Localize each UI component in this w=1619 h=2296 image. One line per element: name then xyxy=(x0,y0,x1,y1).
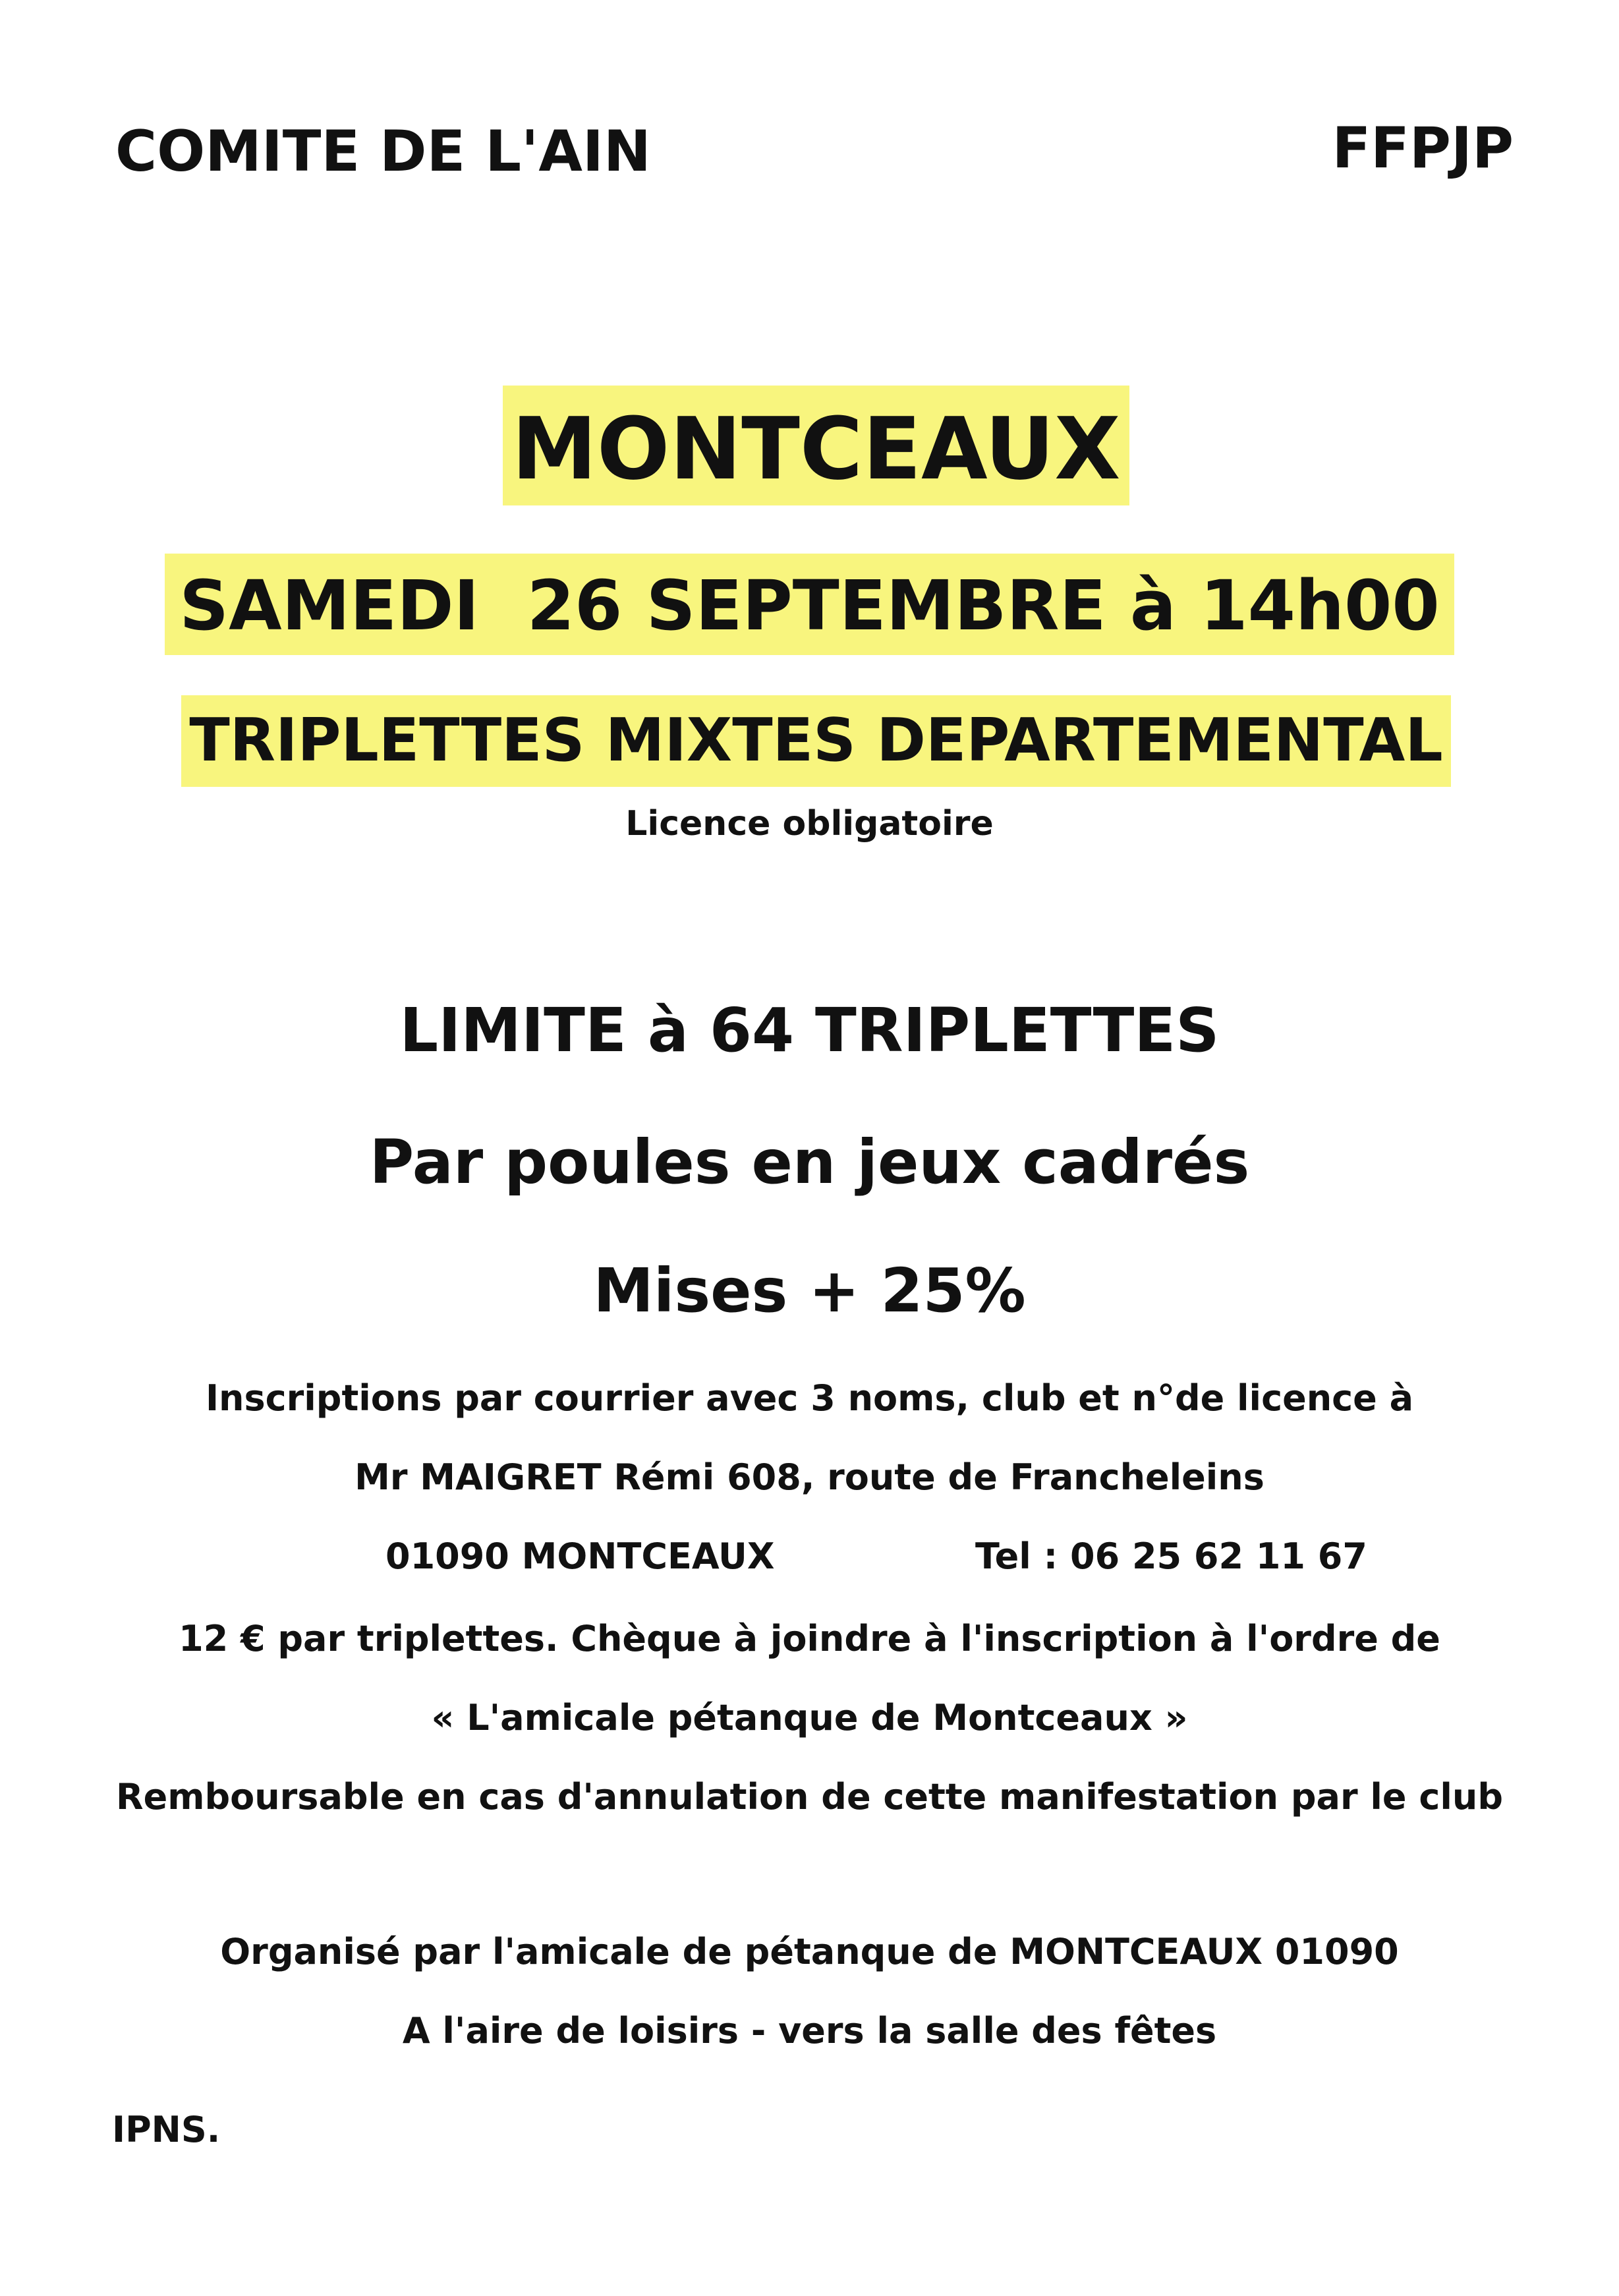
registration-phone: Tel : 06 25 62 11 67 xyxy=(975,1535,1367,1577)
venue-line: A l'aire de loisirs - vers la salle des fêtes xyxy=(402,2010,1217,2052)
event-type: TRIPLETTES MIXTES DEPARTEMENTAL xyxy=(181,695,1450,787)
stakes: Mises + 25% xyxy=(593,1255,1026,1326)
organizer-header: COMITE DE L'AIN xyxy=(115,119,651,185)
team-limit: LIMITE à 64 TRIPLETTES xyxy=(399,995,1220,1066)
cheque-payee: « L'amicale pétanque de Montceaux » xyxy=(431,1697,1188,1738)
type-block xyxy=(0,695,1619,787)
refund-policy: Remboursable en cas d'annulation de cette manifestation par le club xyxy=(116,1776,1503,1818)
game-format: Par poules en jeux cadrés xyxy=(369,1127,1250,1197)
event-title: MONTCEAUX xyxy=(503,386,1130,505)
federation-header: FFPJP xyxy=(1332,115,1514,181)
organiser-line: Organisé par l'amicale de pétanque de MONTCEAUX 01090 xyxy=(220,1931,1399,1972)
registration-address: Mr MAIGRET Rémi 608, route de Francheleins xyxy=(355,1456,1264,1498)
date-block xyxy=(0,554,1619,655)
registration-fee: 12 € par triplettes. Chèque à joindre à l'inscription à l'ordre de xyxy=(179,1618,1440,1659)
ipns-mark: IPNS. xyxy=(112,2109,221,2150)
registration-instructions: Inscriptions par courrier avec 3 noms, club et n°de licence à xyxy=(205,1377,1414,1419)
event-date: SAMEDI 26 SEPTEMBRE à 14h00 xyxy=(165,554,1454,655)
licence-note: Licence obligatoire xyxy=(625,804,994,844)
registration-postal: 01090 MONTCEAUX xyxy=(385,1535,775,1577)
title-block xyxy=(0,386,1619,505)
